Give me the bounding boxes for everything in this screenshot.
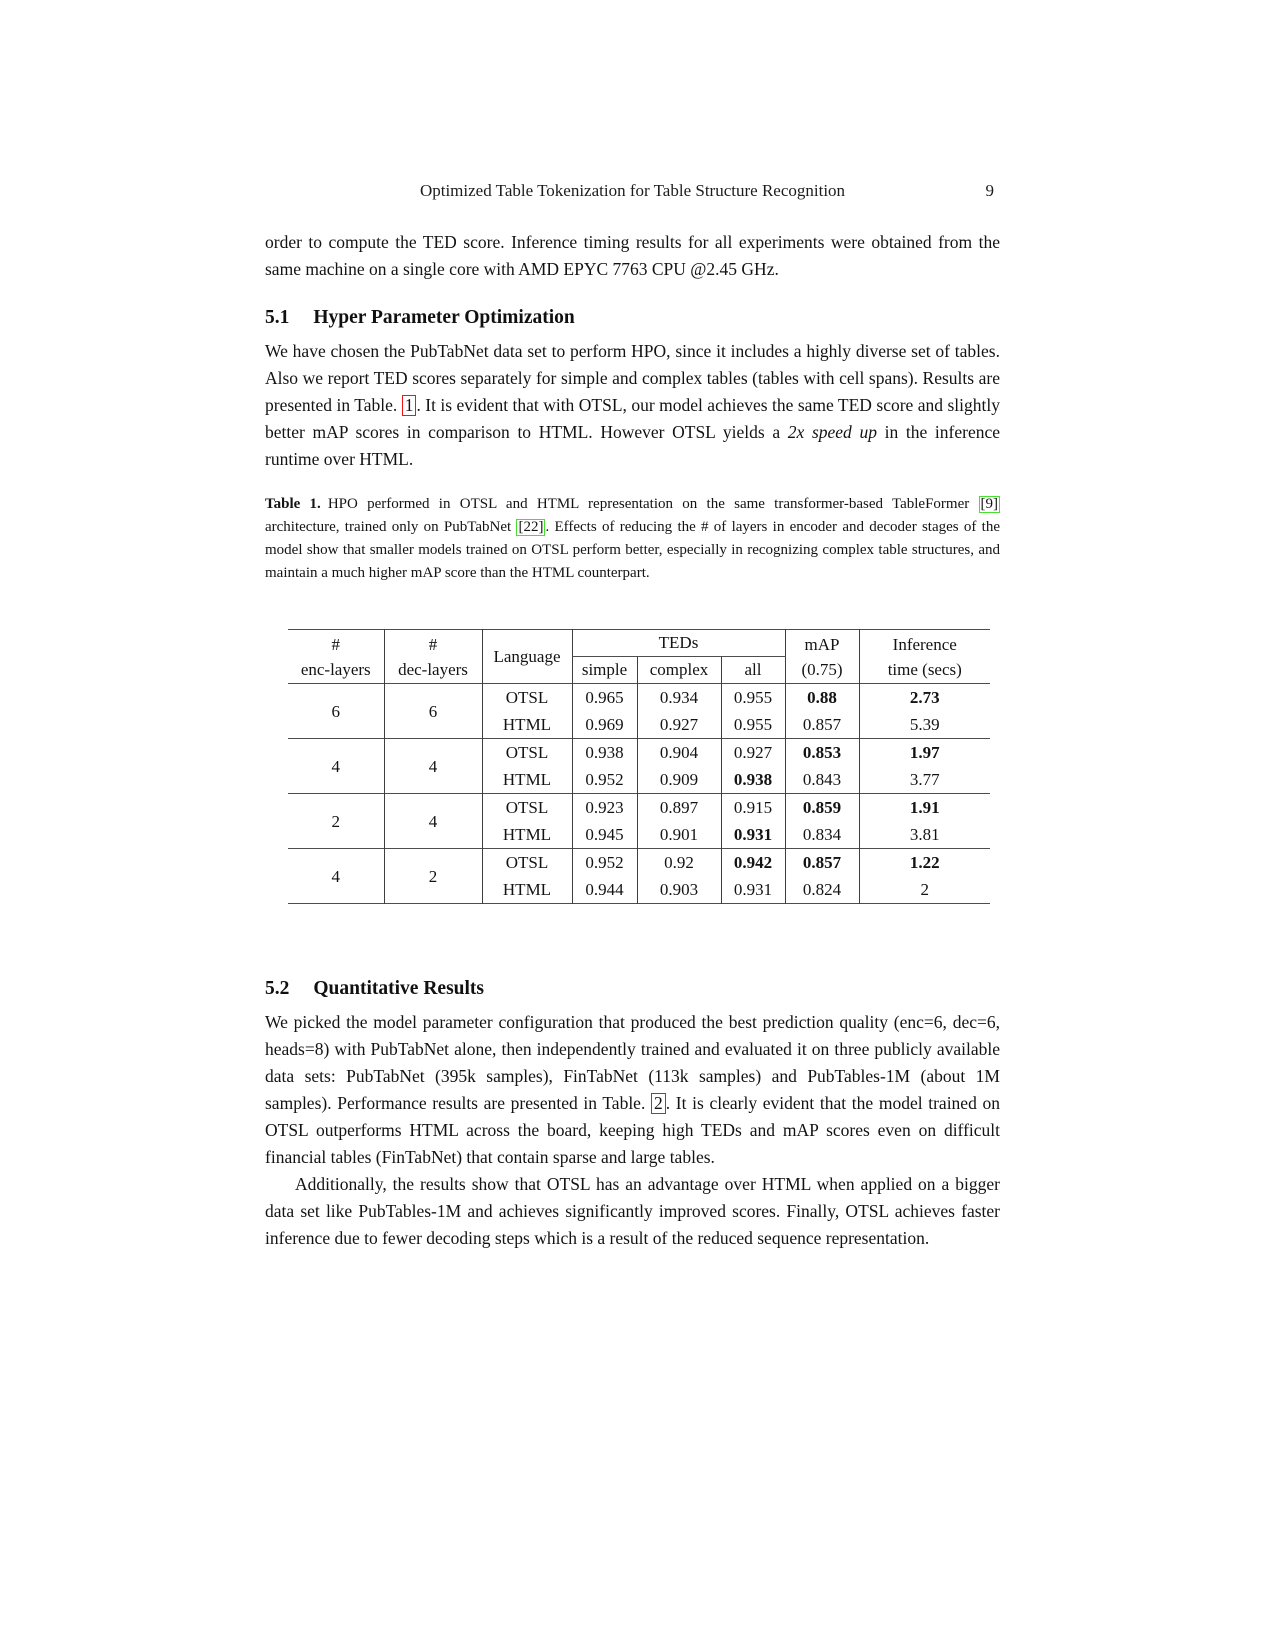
value-cell: 0.944 (572, 876, 637, 904)
reference-link[interactable]: [22] (518, 519, 544, 535)
table-body (288, 684, 990, 904)
value-cell: 0.955 (721, 684, 785, 712)
col-header-line: mAP (804, 634, 840, 654)
language-cell: HTML (482, 711, 572, 739)
value-cell: 0.931 (721, 821, 785, 849)
text-segment: . It is evident that with OTSL, our model achieves the same TED score and slightly better mAP scores in comparison to HTML. However OTSL yields a (265, 395, 1000, 442)
text-segment: We picked the model parameter configuration that produced the best prediction quality (enc=6, dec=6, heads=8) with PubTabNet alone, then independently trained and evaluated it on three publicly available data sets: PubTabNet (395k samples), FinTabNet (113k samples) and PubTables-1M (about 1M samples). Performance results are presented in Table. (265, 1012, 1000, 1113)
text-segment: order to compute the TED score. Inference timing results for all experiments were obtained from the same machine on a single core with AMD EPYC 7763 CPU @2.45 GHz. (265, 232, 1000, 279)
text-segment: in the inference runtime over HTML. (265, 422, 1000, 469)
section-number: 5.2 (265, 978, 290, 999)
text-segment: . Effects of reducing the # of layers in encoder and decoder stages of the model show that smaller models trained on OTSL perform better, especially in recognizing complex table structures, and maintain a much higher mAP score than the HTML counterpart. (265, 519, 1000, 581)
value-cell: 1.97 (859, 739, 990, 767)
value-cell: 3.77 (859, 766, 990, 794)
value-cell: 0.927 (637, 711, 721, 739)
value-cell: 0.923 (572, 794, 637, 822)
table-row (288, 794, 990, 822)
col-header-line: # (331, 634, 340, 654)
section-title: Hyper Parameter Optimization (313, 307, 575, 328)
text-segment: Table 1. (265, 496, 321, 512)
text-segment: architecture, trained only on PubTabNet (265, 519, 517, 535)
table-row (288, 684, 990, 712)
text-segment: We have chosen the PubTabNet data set to perform HPO, since it includes a highly diverse set of tables. Also we report TED scores separately for simple and complex tables (tables with cell spans). Results are presented in Table. (265, 341, 1000, 415)
dec-layers-cell: 6 (384, 684, 482, 739)
table-wrapper (288, 629, 1000, 904)
value-cell: 0.927 (721, 739, 785, 767)
col-header-line: dec-layers (398, 659, 468, 679)
table-header (288, 630, 990, 684)
dec-layers-cell: 4 (384, 794, 482, 849)
col-header-enc-layers (288, 630, 384, 684)
value-cell: 0.853 (785, 739, 859, 767)
value-cell: 5.39 (859, 711, 990, 739)
value-cell: 0.938 (721, 766, 785, 794)
col-header-language: Language (482, 630, 572, 684)
page-content (265, 0, 1000, 1252)
section-heading-5-1 (265, 307, 1000, 329)
text-segment: 2x speed up (787, 422, 877, 442)
language-cell: OTSL (482, 684, 572, 712)
enc-layers-cell: 4 (288, 739, 384, 794)
value-cell: 1.22 (859, 849, 990, 877)
language-cell: OTSL (482, 794, 572, 822)
value-cell: 0.843 (785, 766, 859, 794)
value-cell: 2 (859, 876, 990, 904)
col-header-line: (0.75) (801, 659, 843, 679)
value-cell: 0.909 (637, 766, 721, 794)
value-cell: 0.901 (637, 821, 721, 849)
text-segment: Additionally, the results show that OTSL has an advantage over HTML when applied on a bigger data set like PubTables-1M and achieves significantly improved scores. Finally, OTSL achieves faster inference due to fewer decoding steps which is a result of the reduced sequence representation. (265, 1174, 1000, 1248)
value-cell: 0.857 (785, 711, 859, 739)
running-head (265, 181, 1000, 203)
value-cell: 0.931 (721, 876, 785, 904)
enc-layers-cell: 6 (288, 684, 384, 739)
value-cell: 0.897 (637, 794, 721, 822)
col-header-teds: TEDs (572, 630, 785, 657)
language-cell: OTSL (482, 739, 572, 767)
reference-link[interactable]: 1 (402, 395, 417, 416)
language-cell: HTML (482, 766, 572, 794)
dec-layers-cell: 4 (384, 739, 482, 794)
value-cell: 0.88 (785, 684, 859, 712)
section-title: Quantitative Results (313, 978, 484, 999)
value-cell: 0.904 (637, 739, 721, 767)
value-cell: 2.73 (859, 684, 990, 712)
section-5-2-paragraph-1 (265, 1009, 1000, 1171)
value-cell: 0.903 (637, 876, 721, 904)
col-header-teds-all: all (721, 657, 785, 684)
section-heading-5-2 (265, 978, 1000, 1000)
value-cell: 0.824 (785, 876, 859, 904)
value-cell: 0.857 (785, 849, 859, 877)
enc-layers-cell: 2 (288, 794, 384, 849)
value-cell: 0.969 (572, 711, 637, 739)
enc-layers-cell: 4 (288, 849, 384, 904)
value-cell: 0.92 (637, 849, 721, 877)
col-header-teds-simple: simple (572, 657, 637, 684)
table-row (288, 739, 990, 767)
col-header-inference-time (859, 630, 990, 684)
value-cell: 0.945 (572, 821, 637, 849)
col-header-map (785, 630, 859, 684)
running-title: Optimized Table Tokenization for Table Structure Recognition (419, 181, 846, 200)
value-cell: 0.942 (721, 849, 785, 877)
value-cell: 0.965 (572, 684, 637, 712)
language-cell: OTSL (482, 849, 572, 877)
reference-link[interactable]: 2 (651, 1093, 666, 1114)
col-header-line: # (428, 634, 438, 654)
section-5-1-paragraph (265, 338, 1000, 473)
value-cell: 0.915 (721, 794, 785, 822)
value-cell: 3.81 (859, 821, 990, 849)
page-number: 9 (985, 181, 994, 200)
language-cell: HTML (482, 876, 572, 904)
value-cell: 0.934 (637, 684, 721, 712)
text-segment: . It is clearly evident that the model trained on OTSL outperforms HTML across the board, keeping high TEDs and mAP scores even on difficult financial tables (FinTabNet) that contain sparse and large tables. (265, 1093, 1000, 1167)
col-header-line: time (secs) (887, 659, 962, 679)
table-row (288, 849, 990, 877)
table-caption (265, 493, 1000, 585)
section-number: 5.1 (265, 307, 290, 328)
col-header-line: enc-layers (300, 659, 371, 679)
value-cell: 1.91 (859, 794, 990, 822)
hpo-results-table (288, 629, 990, 904)
value-cell: 0.952 (572, 766, 637, 794)
value-cell: 0.938 (572, 739, 637, 767)
language-cell: HTML (482, 821, 572, 849)
reference-link[interactable]: [9] (980, 496, 999, 512)
intro-paragraph (265, 229, 1000, 283)
value-cell: 0.834 (785, 821, 859, 849)
dec-layers-cell: 2 (384, 849, 482, 904)
section-5-2-paragraph-2 (265, 1171, 1000, 1252)
value-cell: 0.955 (721, 711, 785, 739)
text-segment: HPO performed in OTSL and HTML representation on the same transformer-based TableFormer (327, 496, 979, 512)
value-cell: 0.859 (785, 794, 859, 822)
col-header-teds-complex: complex (637, 657, 721, 684)
value-cell: 0.952 (572, 849, 637, 877)
col-header-dec-layers (384, 630, 482, 684)
col-header-line: Inference (892, 634, 957, 654)
